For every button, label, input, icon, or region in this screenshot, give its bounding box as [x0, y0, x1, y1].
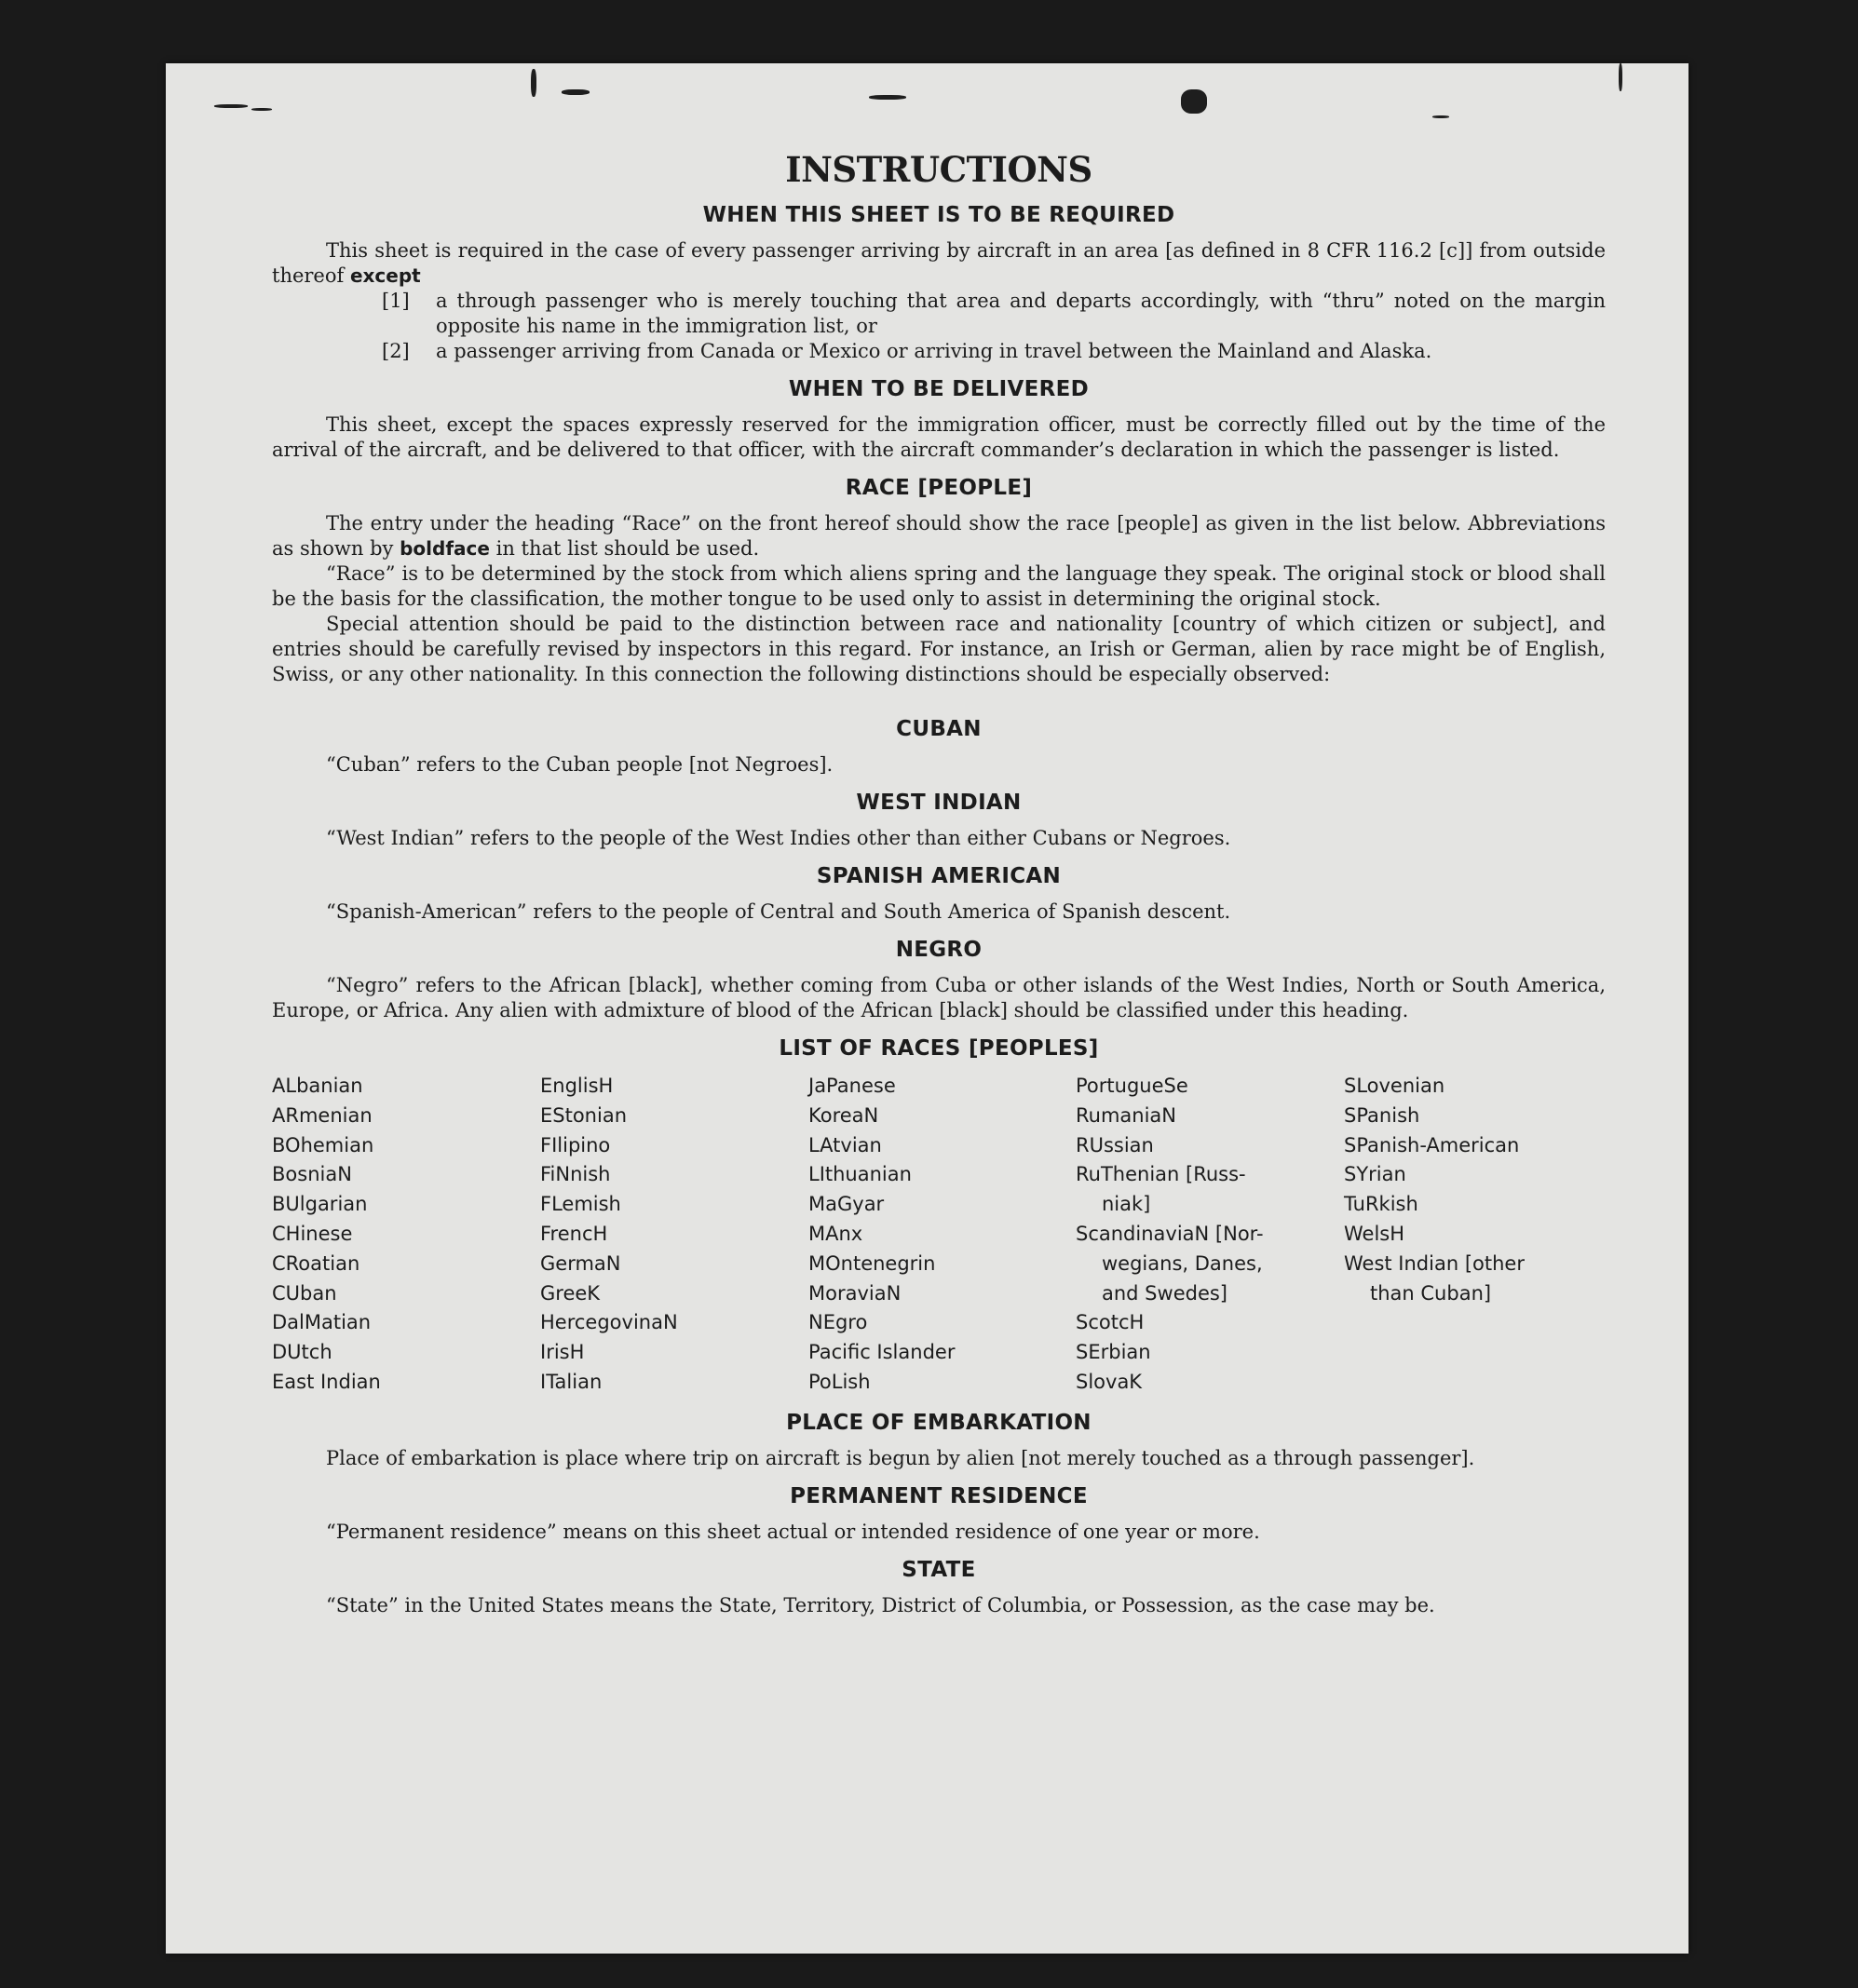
- exception-item: [272, 289, 1606, 339]
- race-entry: LIthuanian: [808, 1163, 912, 1186]
- race-entry: CUban: [272, 1281, 337, 1305]
- paragraph-when-delivered: This sheet, except the spaces expressly reserved for the immigration officer, must be correctly filled out by the time of the arrival of the aircraft, and be delivered to that officer, with the aircraft commander’s declaration in which the passenger is listed.: [272, 413, 1606, 461]
- exception-text: a passenger arriving from Canada or Mexico or arriving in travel between the Mainland and Alaska.: [436, 340, 1432, 362]
- race-entry: niak]: [1102, 1193, 1151, 1216]
- race-entry: GermaN: [540, 1251, 621, 1275]
- race-entry: MaGyar: [808, 1193, 885, 1216]
- section-heading-when-delivered: WHEN TO BE DELIVERED: [788, 377, 1090, 401]
- races-column: [1344, 1072, 1596, 1398]
- race-entry: RumaniaN: [1076, 1103, 1177, 1127]
- paragraph-race-1: [272, 511, 1606, 561]
- scan-mark: [251, 108, 272, 111]
- bold-word: except: [349, 264, 421, 287]
- race-entry: GreeK: [540, 1281, 601, 1305]
- race-entry: MoraviaN: [808, 1281, 902, 1305]
- race-entry: EnglisH: [540, 1075, 614, 1097]
- race-entry: DUtch: [272, 1341, 332, 1364]
- race-entry: SlovaK: [1076, 1370, 1143, 1393]
- race-entry: MAnx: [808, 1222, 863, 1245]
- race-entry: ScotcH: [1076, 1311, 1145, 1334]
- race-entry: NEgro: [808, 1311, 868, 1334]
- race-entry: SPanish: [1344, 1103, 1420, 1127]
- race-entry: MOntenegrin: [808, 1251, 936, 1275]
- races-column: [1076, 1072, 1344, 1398]
- section-heading-embarkation: PLACE OF EMBARKATION: [786, 1410, 1092, 1435]
- section-heading-negro: NEGRO: [895, 938, 983, 962]
- paragraph-cuban: “Cuban” refers to the Cuban people [not Negroes].: [326, 753, 834, 776]
- race-entry: IrisH: [540, 1341, 585, 1364]
- paragraph-when-required: [272, 238, 1606, 289]
- exception-number: [1]: [382, 290, 410, 312]
- race-entry: PortugueSe: [1076, 1075, 1188, 1097]
- race-entry: BOhemian: [272, 1133, 374, 1156]
- races-column: [272, 1072, 540, 1398]
- race-entry: RuThenian [Russ-: [1076, 1163, 1246, 1186]
- race-entry: FrencH: [540, 1222, 608, 1245]
- race-entry: West Indian [other: [1344, 1251, 1525, 1275]
- race-entry: FIlipino: [540, 1133, 611, 1156]
- scan-mark: [214, 104, 248, 108]
- race-entry: WelsH: [1344, 1222, 1405, 1245]
- race-entry: ScandinaviaN [Nor-: [1076, 1222, 1264, 1245]
- race-entry: than Cuban]: [1370, 1281, 1492, 1305]
- bold-word: boldface: [400, 537, 490, 560]
- race-entry: TuRkish: [1344, 1193, 1418, 1216]
- exception-number: [2]: [382, 340, 410, 362]
- race-entry: wegians, Danes,: [1102, 1251, 1263, 1275]
- exception-text: a through passenger who is merely touching that area and departs accordingly, with “thru” noted on the margin opposite his name in the immigration list, or: [436, 290, 1606, 337]
- race-entry: RUssian: [1076, 1133, 1154, 1156]
- section-heading-permanent-residence: PERMANENT RESIDENCE: [790, 1483, 1088, 1508]
- paragraph-west-indian: “West Indian” refers to the people of the West Indies other than either Cubans or Negroes.: [326, 827, 1231, 849]
- paragraph-negro: “Negro” refers to the African [black], whether coming from Cuba or other islands of the West Indies, North or South America, Europe, or Africa. Any alien with admixture of blood of the African [black] should be classified under this heading.: [272, 974, 1606, 1021]
- race-entry: ARmenian: [272, 1103, 373, 1127]
- paragraph-spanish-american: “Spanish-American” refers to the people of Central and South America of Spanish descent.: [326, 900, 1231, 923]
- scan-mark: [1619, 63, 1622, 91]
- race-entry: BUlgarian: [272, 1193, 368, 1216]
- paragraph-state: “State” in the United States means the State, Territory, District of Columbia, or Possession, as the case may be.: [326, 1593, 1435, 1616]
- race-entry: CRoatian: [272, 1251, 360, 1275]
- section-heading-spanish-american: SPANISH AMERICAN: [816, 864, 1062, 888]
- race-entry: CHinese: [272, 1222, 353, 1245]
- section-heading-west-indian: WEST INDIAN: [856, 791, 1022, 815]
- race-entry: DalMatian: [272, 1311, 372, 1334]
- race-entry: PoLish: [808, 1370, 871, 1393]
- paragraph-race-2: “Race” is to be determined by the stock from which aliens spring and the language they speak. The original stock or blood shall be the basis for the classification, the mother tongue to be used only to assist in determining the original stock.: [272, 562, 1606, 610]
- races-column: [540, 1072, 808, 1398]
- race-entry: LAtvian: [808, 1133, 882, 1156]
- race-entry: EStonian: [540, 1103, 628, 1127]
- race-entry: and Swedes]: [1102, 1281, 1227, 1305]
- scan-mark: [1181, 89, 1207, 114]
- paragraph-permanent-residence: “Permanent residence” means on this sheet actual or intended residence of one year or more.: [326, 1520, 1260, 1543]
- race-entry: HercegovinaN: [540, 1311, 678, 1334]
- paragraph-text: in that list should be used.: [495, 537, 760, 560]
- race-entry: Pacific Islander: [808, 1341, 956, 1364]
- paragraph-embarkation: Place of embarkation is place where trip on aircraft is begun by alien [not merely touched as a through passenger].: [326, 1446, 1475, 1469]
- paragraph-race-3: Special attention should be paid to the distinction between race and nationality [country of which citizen or subject], and entries should be carefully revised by inspectors in this regard. For instance, an Irish or German, alien by race might be of English, Swiss, or any other nationality. In this connection the following distinctions should be especially observed:: [272, 613, 1606, 685]
- race-entry: SYrian: [1344, 1163, 1406, 1186]
- race-entry: KoreaN: [808, 1103, 879, 1127]
- race-entry: SPanish-American: [1344, 1133, 1520, 1156]
- section-heading-state: STATE: [902, 1557, 976, 1582]
- race-entry: FLemish: [540, 1193, 621, 1216]
- section-heading-race: RACE [PEOPLE]: [845, 476, 1033, 500]
- scan-mark: [869, 95, 906, 100]
- races-column: [808, 1072, 1076, 1398]
- races-list: [272, 1072, 1606, 1398]
- exception-item: [272, 339, 1606, 364]
- section-heading-when-required: WHEN THIS SHEET IS TO BE REQUIRED: [702, 203, 1175, 227]
- race-entry: BosniaN: [272, 1163, 352, 1186]
- scan-mark: [562, 89, 590, 95]
- paragraph-text: The entry under the heading “Race” on the front hereof should show the race [people] as given in the list below. Abbreviations as shown by: [272, 512, 1606, 560]
- section-heading-cuban: CUBAN: [896, 717, 982, 741]
- page-title: INSTRUCTIONS: [785, 149, 1092, 190]
- race-entry: FiNnish: [540, 1163, 611, 1186]
- section-heading-list-of-races: LIST OF RACES [PEOPLES]: [779, 1036, 1099, 1061]
- scan-mark: [1432, 115, 1449, 118]
- race-entry: SErbian: [1076, 1341, 1151, 1364]
- race-entry: East Indian: [272, 1370, 381, 1393]
- paragraph-text: This sheet is required in the case of every passenger arriving by aircraft in an area [as defined in 8 CFR 116.2 [c]] from outside thereof: [272, 239, 1606, 287]
- race-entry: ITalian: [540, 1370, 603, 1393]
- instructions-content: [272, 149, 1606, 1618]
- scan-mark: [531, 69, 536, 97]
- race-entry: JaPanese: [808, 1075, 896, 1097]
- race-entry: SLovenian: [1344, 1075, 1445, 1097]
- race-entry: ALbanian: [272, 1075, 363, 1097]
